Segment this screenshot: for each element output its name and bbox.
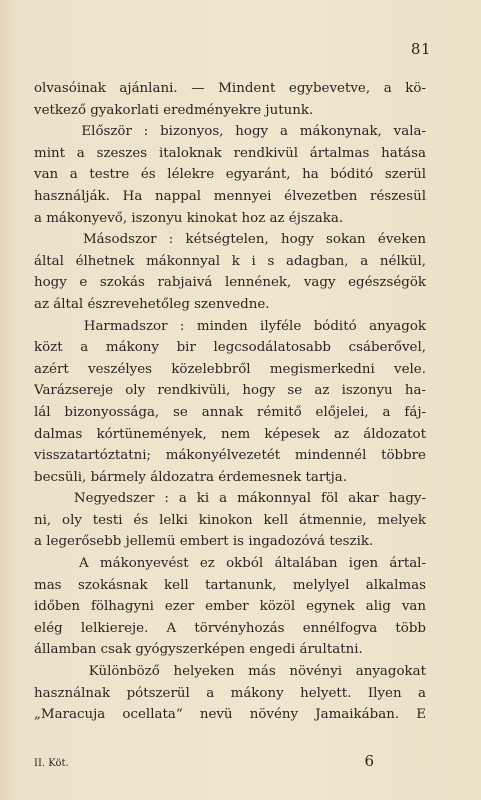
text-line: A mákonyevést ez okból általában igen ártal- [34, 556, 426, 572]
text-line: a legerősebb jellemü embert is ingadozóvá teszik. [34, 534, 374, 550]
text-line: „Maracuja ocellata“ nevü növény Jamaikában. E [34, 707, 426, 723]
text-line: mas szokásnak kell tartanunk, melylyel alkalmas [34, 577, 426, 593]
text-line: időben fölhagyni ezer ember közöl egynek alig van [34, 599, 426, 615]
text-line: becsüli, bármely áldozatra érdemesnek tartja. [34, 469, 347, 485]
text-line: közt a mákony bir legcsodálatosabb csáberővel, [34, 340, 426, 356]
text-line: által élhetnek mákonnyal k i s adagban, a nélkül, [34, 253, 426, 269]
text-line: használnak pótszerül a mákony helyett. Ilyen a [34, 685, 426, 701]
text-line: dalmas kórtünemények, nem képesek az áldozatot [34, 426, 426, 442]
signature-number: 6 [364, 752, 374, 770]
body-text [34, 78, 426, 726]
volume-signature: II. Köt. [34, 758, 69, 769]
text-line: azért veszélyes közelebbről megismerkedni vele. [34, 361, 426, 377]
text-line: mint a szeszes italoknak rendkivül ártalmas hatása [34, 145, 426, 161]
text-line: lál bizonyossága, se annak rémitő előjelei, a fáj- [34, 404, 426, 420]
text-line: Különböző helyeken más növényi anyagokat [34, 664, 426, 680]
text-line: a mákonyevő, iszonyu kinokat hoz az éjszaka. [34, 210, 344, 226]
text-line: használják. Ha nappal mennyei élvezetben részesül [34, 188, 426, 204]
text-line: olvasóinak ajánlani. — Mindent egybevetve, a kö- [34, 81, 426, 96]
text-line: vetkező gyakorlati eredményekre jutunk. [34, 102, 314, 118]
text-line: hogy e szokás rabjaivá lennének, vagy egészségök [34, 275, 426, 291]
page-footer [34, 752, 374, 770]
page-number: 81 [410, 40, 431, 58]
text-line: Másodszor : kétségtelen, hogy sokan éveken [34, 232, 426, 248]
text-line: Harmadszor : minden ilyféle bóditó anyagok [34, 318, 426, 334]
text-line: Varázsereje oly rendkivüli, hogy se az iszonyu ha- [34, 383, 426, 399]
text-line: Először : bizonyos, hogy a mákonynak, vala- [34, 124, 426, 140]
text-line: van a testre és lélekre egyaránt, ha bóditó szerül [34, 167, 426, 183]
text-line: elég lelkiereje. A törvényhozás ennélfogva több [34, 620, 426, 636]
text-line: az által észrevehetőleg szenvedne. [34, 296, 270, 312]
text-line: Negyedszer : a ki a mákonnyal föl akar hagy- [34, 491, 426, 507]
text-line: ni, oly testi és lelki kinokon kell átmennie, melyek [34, 512, 426, 528]
text-line: visszatartóztatni; mákonyélvezetét mindennél többre [34, 448, 426, 464]
text-line: államban csak gyógyszerképen engedi árultatni. [34, 642, 363, 658]
